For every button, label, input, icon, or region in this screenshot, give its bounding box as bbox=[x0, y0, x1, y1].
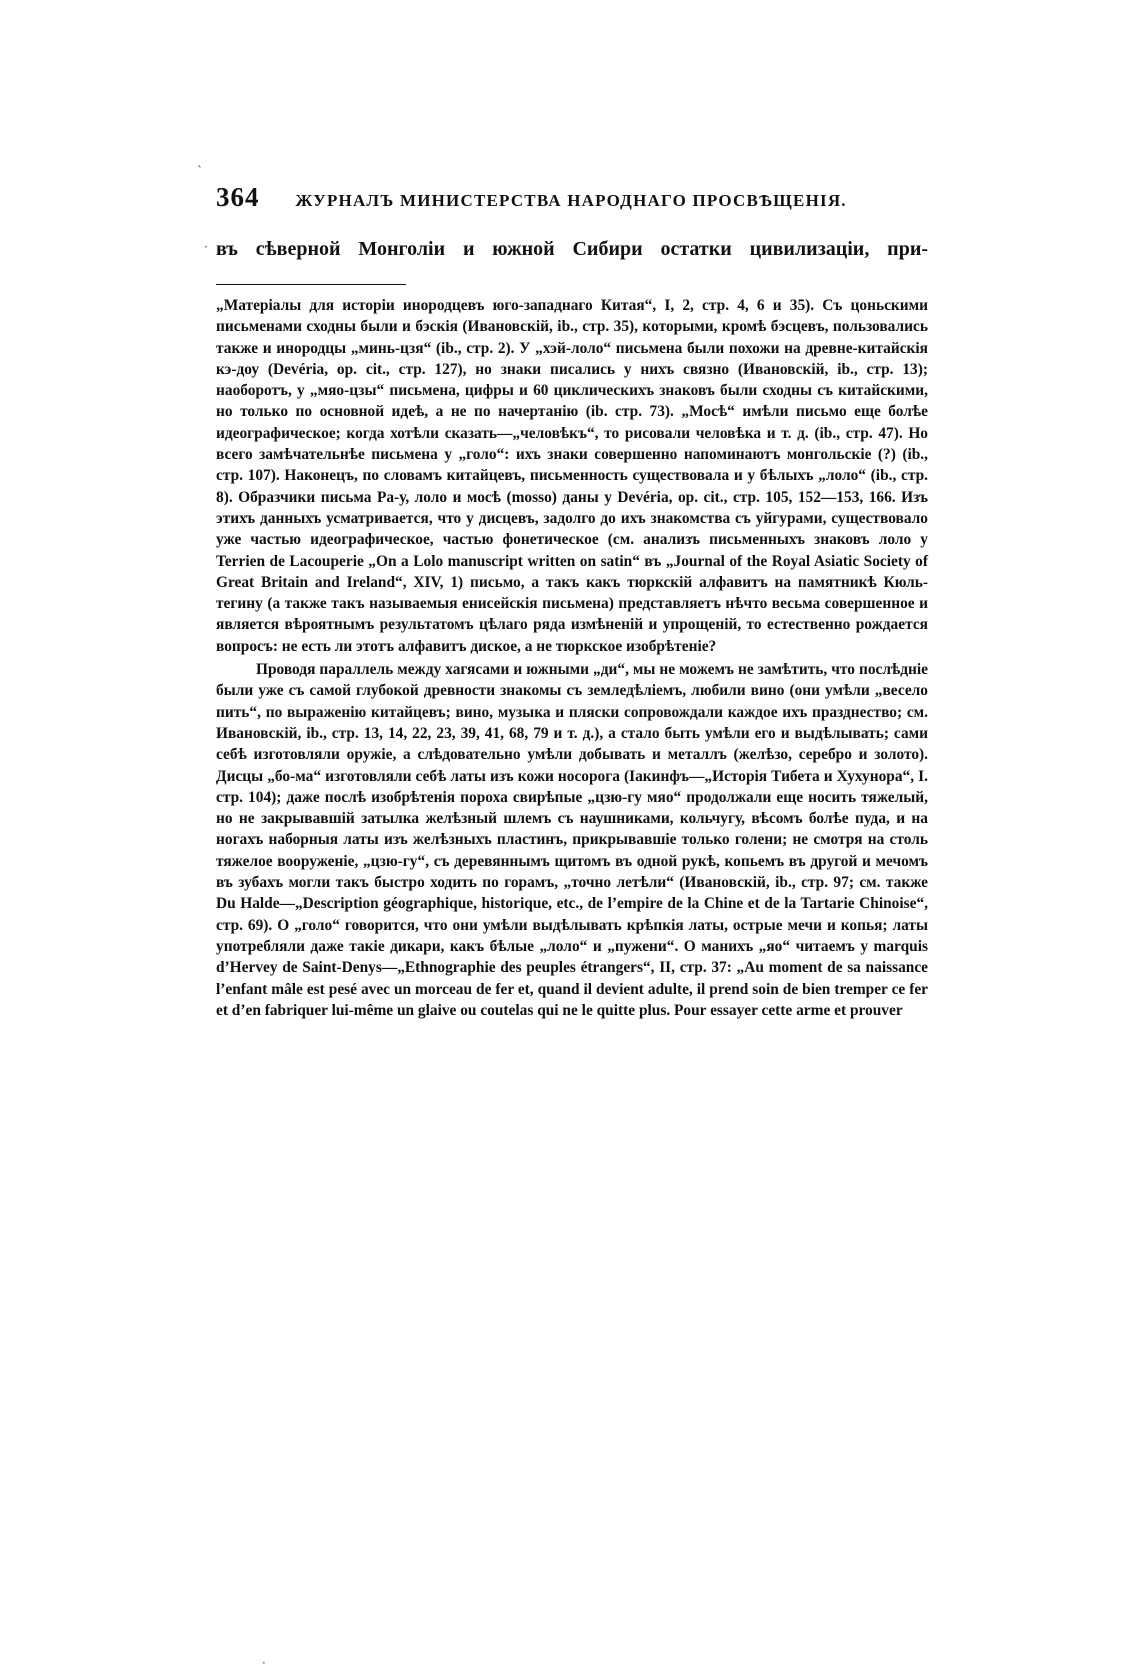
footnote-paragraph: „Матеріалы для исторіи инородцевъ юго-западнаго Китая“, I, 2, стр. 4, 6 и 35). Съ цоньскими письменами сходны были и бэскія (Ивановскій, ib., стр. 35), которыми, кромѣ бэсцевъ, пользовались также и инородцы „минь-цзя“ (ib., стр. 2). У „хэй-лоло“ письмена были похожи на древне-китайскія кэ-доу (Devéria, op. cit., стр. 127), но знаки писались у нихъ связно (Ивановскій, ib., стр. 13); наоборотъ, у „мяо-цзы“ письмена, цифры и 60 циклическихъ знаковъ были сходны съ китайскими, но только по основной идеѣ, а не по начертанію (ib. стр. 73). „Мосѣ“ имѣли письмо еще болѣе идеографическое; когда хотѣли сказать—„человѣкъ“, то рисовали человѣка и т. д. (ib., стр. 47). Но всего замѣчательнѣе письмена у „голо“: ихъ знаки совершенно напоминаютъ монгольскіе (?) (ib., стр. 107). Наконецъ, по словамъ китайцевъ, письменность существовала и у бѣлыхъ „лоло“ (ib., стр. 8). Образчики письма Ра-у, лоло и мосѣ (mosso) даны у Devéria, op. cit., стр. 105, 152—153, 166. Изъ этихъ данныхъ усматривается, что у дисцевъ, задолго до ихъ знакомства съ уйгурами, существовало уже частью идеографическое, частью фонетическое (см. анализъ письменныхъ знаковъ лоло у Terrien de Lacouperie „On a Lolo manuscript written on satin“ въ „Journal of the Royal Asiatic Society of Great Britain and Ireland“, XIV, 1) письмо, а такъ какъ тюркскій алфавитъ на памятникѣ Кюль-тегину (а также такъ называемыя енисейскія письмена) представляетъ нѣчто весьма совершенное и является вѣроятнымъ результатомъ цѣлаго ряда измѣненій и упрощеній, то естественно рождается вопросъ: не есть ли этотъ алфавитъ дискоe, а не тюркское изобрѣтеніе? bbox=[216, 297, 928, 655]
scan-speck: · bbox=[262, 1656, 266, 1670]
footnote-separator bbox=[216, 284, 406, 285]
running-title: ЖУРНАЛЪ МИНИСТЕРСТВА НАРОДНАГО ПРОСВѢЩЕНІЯ. bbox=[295, 191, 847, 210]
page-header bbox=[216, 182, 928, 226]
footnote-block bbox=[216, 295, 928, 1021]
book-page bbox=[216, 182, 928, 1582]
footnote-paragraph: Проводя параллель между хагясами и южными „ди“, мы не можемъ не замѣтить, что послѣдніе были уже съ самой глубокой древности знакомы съ земледѣліемъ, любили вино (они умѣли „весело пить“, по выраженію китайцевъ; вино, музыка и пляски сопровождали каждое ихъ празднество; см. Ивановскій, ib., стр. 13, 14, 22, 23, 39, 41, 68, 79 и т. д.), а стало быть умѣли его и выдѣлывать; сами себѣ изготовляли оружіе, а слѣдовательно умѣли добывать и металлъ (желѣзо, серебро и золото). Дисцы „бо-ма“ изготовляли себѣ латы изъ кожи носорога (Іакинфъ—„Исторія Тибета и Хухунора“, I. стр. 104); даже послѣ изобрѣтенія пороха свирѣпые „цзю-гу мяо“ продолжали еще носить тяжелый, но не закрывавшій затылка желѣзный шлемъ съ наушниками, кольчугу, вѣсомъ болѣе пуда, и на ногахъ наборныя латы изъ желѣзныхъ пластинъ, прикрывавшіе только голени; не смотря на столь тяжелое вооруженіе, „цзю-гу“, съ деревяннымъ щитомъ въ одной рукѣ, копьемъ въ другой и мечомъ въ зубахъ могли такъ быстро ходить по горамъ, „точно летѣли“ (Ивановскій, ib., стр. 97; см. также Du Halde—„Description géographique, historique, etc., de l’empire de la Chine et de la Tartarie Chinoise“, стр. 69). О „голо“ говорится, что они умѣли выдѣлывать крѣпкія латы, острые мечи и копья; латы употребляли даже такіе дикари, какъ бѣлые „лоло“ и „пужени“. О манихъ „яо“ читаемъ у marquis d’Hervey de Saint-Denys—„Ethnographie des peuples étrangers“, II, стр. 37: „Au moment de sa naissance l’enfant mâle est pesé avec un morceau de fer et, quand il devient adulte, il prend soin de bien tremper ce fer et d’en fabriquer lui-même un glaive ou coutelas qui ne le quitte plus. Pour essayer cette arme et prouver bbox=[216, 661, 928, 1019]
scan-speck: · bbox=[204, 240, 208, 254]
scan-speck: ˋ bbox=[197, 164, 203, 178]
page-number: 364 bbox=[216, 182, 260, 212]
main-text-line: въ сѣверной Монголіи и южной Сибири остатки цивилизаціи, при- bbox=[216, 238, 928, 260]
